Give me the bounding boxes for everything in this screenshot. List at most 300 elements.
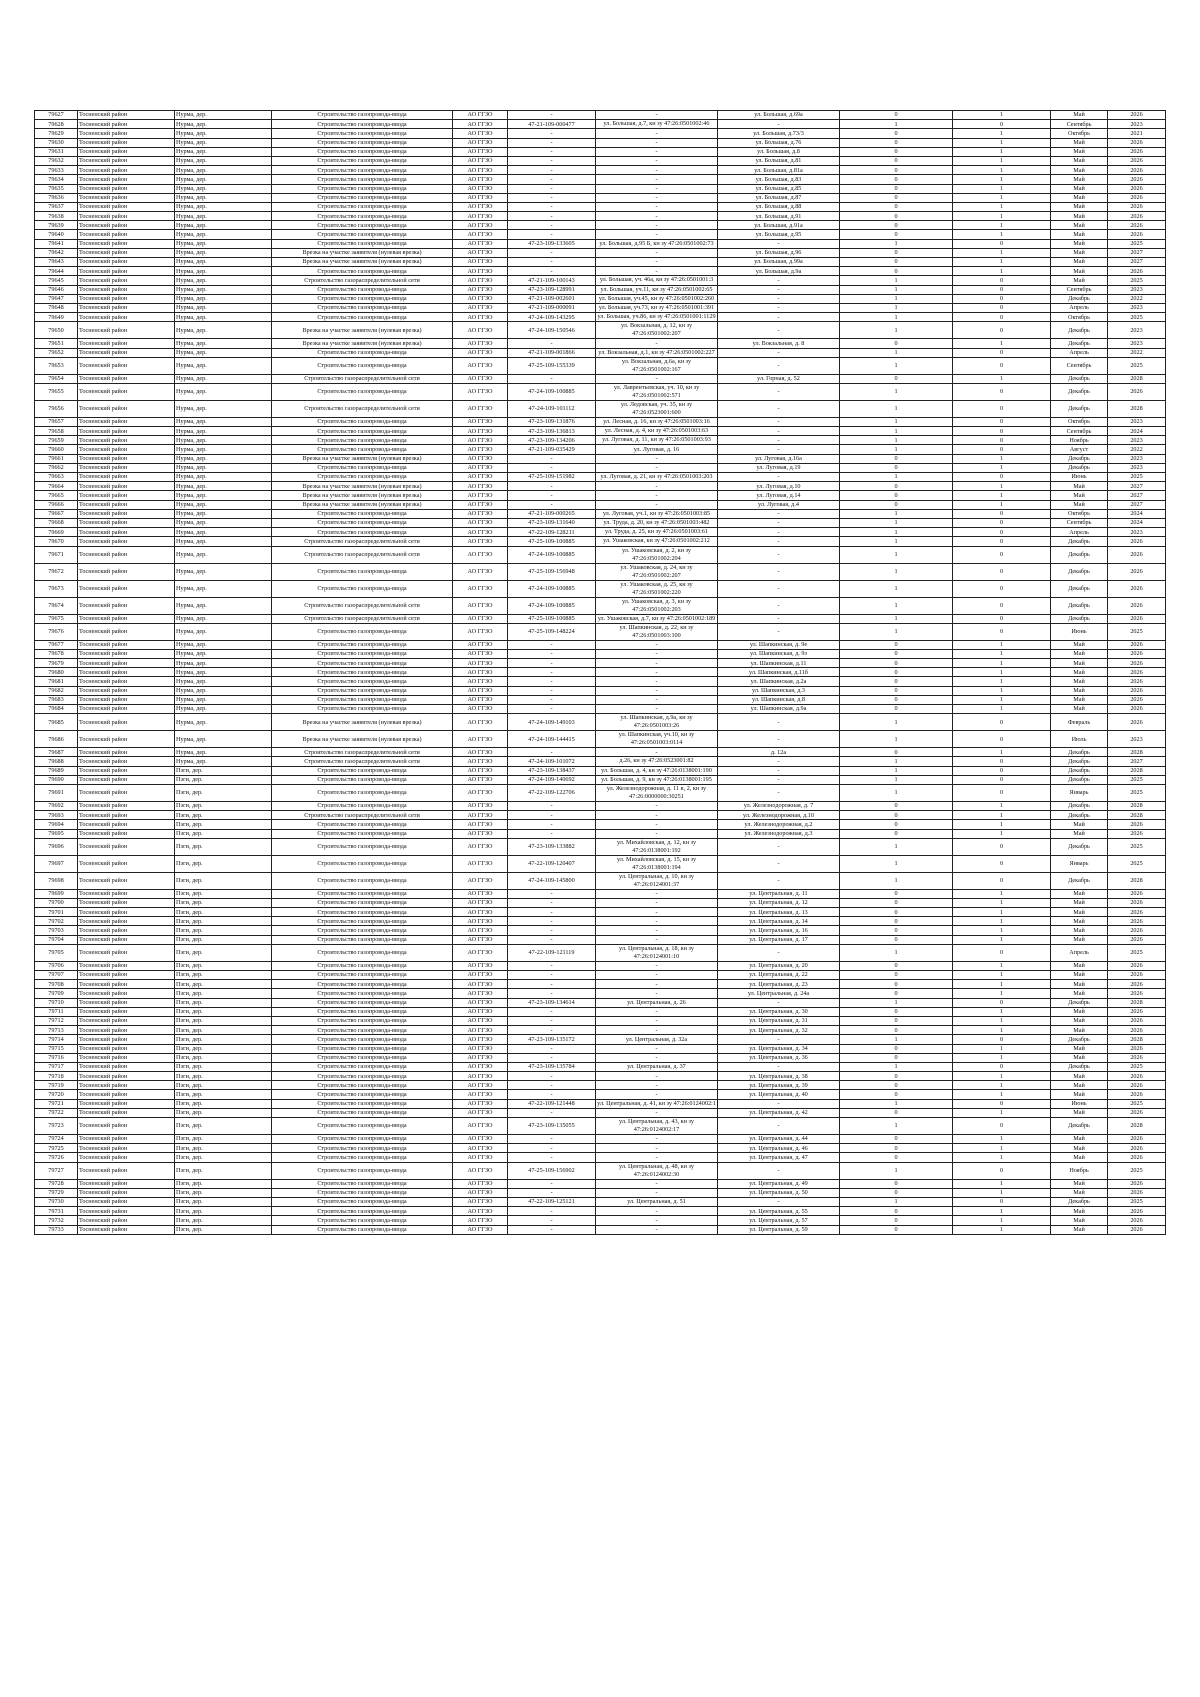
work-type-cell: Строительство газопровода-ввода (272, 838, 453, 855)
object-address-cell: ул. Луговая, д.16а (718, 454, 840, 463)
objects-count-cell: 1 (953, 147, 1051, 156)
applications-count-cell: 0 (840, 829, 953, 838)
applicant-address-cell: - (596, 230, 718, 239)
year-cell: 2026 (1108, 111, 1166, 120)
contractor-cell: АО ГГЗО (453, 427, 508, 436)
table-row (35, 427, 1166, 436)
table-row (35, 1108, 1166, 1117)
object-address-cell: ул. Центральная, д. 46 (718, 1144, 840, 1153)
year-cell: 2026 (1108, 926, 1166, 935)
settlement-cell: Нурма, дер. (175, 285, 272, 294)
contractor-cell: АО ГГЗО (453, 120, 508, 129)
work-type-cell: Строительство газопровода-ввода (272, 820, 453, 829)
applicant-address-cell: - (596, 659, 718, 668)
table-row (35, 267, 1166, 276)
district-cell: Тосненский район (78, 518, 175, 527)
year-cell: 2028 (1108, 872, 1166, 889)
applications-count-cell: 0 (840, 659, 953, 668)
contractor-cell: АО ГГЗО (453, 417, 508, 426)
object-address-cell: ул. Шапкинская, д.9а (718, 705, 840, 714)
applications-count-cell: 0 (840, 935, 953, 944)
month-cell: Май (1051, 1135, 1108, 1144)
table-row (35, 731, 1166, 748)
work-type-cell: Строительство газопровода-ввода (272, 872, 453, 889)
year-cell: 2025 (1108, 838, 1166, 855)
applicant-address-cell: - (596, 339, 718, 348)
month-cell: Декабрь (1051, 1118, 1108, 1135)
objects-count-cell: 0 (953, 285, 1051, 294)
contractor-cell: АО ГГЗО (453, 649, 508, 658)
settlement-cell: Пэги, дер. (175, 829, 272, 838)
month-cell: Май (1051, 829, 1108, 838)
row-number-cell: 79714 (35, 1035, 78, 1044)
table-row (35, 898, 1166, 907)
contract-number-cell: 47-21-109-001866 (508, 348, 596, 357)
row-number-cell: 79655 (35, 383, 78, 400)
objects-count-cell: 0 (953, 417, 1051, 426)
row-number-cell: 79633 (35, 166, 78, 175)
table-row (35, 668, 1166, 677)
row-number-cell: 79627 (35, 111, 78, 120)
district-cell: Тосненский район (78, 491, 175, 500)
district-cell: Тосненский район (78, 944, 175, 961)
table-row (35, 374, 1166, 383)
contract-number-cell: 47-25-109-100885 (508, 537, 596, 546)
year-cell: 2026 (1108, 1188, 1166, 1197)
district-cell: Тосненский район (78, 775, 175, 784)
settlement-cell: Пэги, дер. (175, 766, 272, 775)
contractor-cell: АО ГГЗО (453, 971, 508, 980)
contract-number-cell: 47-21-109-000265 (508, 509, 596, 518)
contractor-cell: АО ГГЗО (453, 436, 508, 445)
work-type-cell: Строительство газопровода-ввода (272, 445, 453, 454)
table-row (35, 714, 1166, 731)
objects-count-cell: 0 (953, 528, 1051, 537)
row-number-cell: 79696 (35, 838, 78, 855)
gasification-table (34, 110, 1166, 1235)
settlement-cell: Пэги, дер. (175, 1026, 272, 1035)
contract-number-cell: - (508, 500, 596, 509)
settlement-cell: Нурма, дер. (175, 147, 272, 156)
applications-count-cell: 1 (840, 623, 953, 640)
work-type-cell: Строительство газопровода-ввода (272, 1135, 453, 1144)
row-number-cell: 79641 (35, 239, 78, 248)
work-type-cell: Строительство газопровода-ввода (272, 267, 453, 276)
object-address-cell: ул. Большая, д.69а (718, 111, 840, 120)
contractor-cell: АО ГГЗО (453, 156, 508, 165)
month-cell: Май (1051, 1225, 1108, 1234)
row-number-cell: 79713 (35, 1026, 78, 1035)
applicant-address-cell: - (596, 705, 718, 714)
work-type-cell: Строительство газопровода-ввода (272, 1118, 453, 1135)
contractor-cell: АО ГГЗО (453, 374, 508, 383)
year-cell: 2021 (1108, 129, 1166, 138)
district-cell: Тосненский район (78, 838, 175, 855)
settlement-cell: Пэги, дер. (175, 980, 272, 989)
year-cell: 2023 (1108, 731, 1166, 748)
work-type-cell: Строительство газопровода-ввода (272, 348, 453, 357)
applicant-address-cell: ул. Центральная, д. 32а (596, 1035, 718, 1044)
applicant-address-cell: - (596, 820, 718, 829)
applications-count-cell: 0 (840, 820, 953, 829)
row-number-cell: 79681 (35, 677, 78, 686)
applications-count-cell: 1 (840, 757, 953, 766)
row-number-cell: 79663 (35, 473, 78, 482)
district-cell: Тосненский район (78, 926, 175, 935)
object-address-cell: - (718, 1035, 840, 1044)
district-cell: Тосненский район (78, 221, 175, 230)
applications-count-cell: 0 (840, 989, 953, 998)
month-cell: Декабрь (1051, 322, 1108, 339)
contract-number-cell: - (508, 659, 596, 668)
contract-number-cell: - (508, 339, 596, 348)
contract-number-cell: - (508, 677, 596, 686)
contractor-cell: АО ГГЗО (453, 908, 508, 917)
contract-number-cell: 47-25-109-155339 (508, 357, 596, 374)
year-cell: 2025 (1108, 784, 1166, 801)
year-cell: 2026 (1108, 175, 1166, 184)
applicant-address-cell: - (596, 212, 718, 221)
year-cell: 2025 (1108, 357, 1166, 374)
district-cell: Тосненский район (78, 1007, 175, 1016)
month-cell: Октябрь (1051, 129, 1108, 138)
applications-count-cell: 0 (840, 147, 953, 156)
row-number-cell: 79645 (35, 276, 78, 285)
contract-number-cell: - (508, 221, 596, 230)
applications-count-cell: 1 (840, 855, 953, 872)
applicant-address-cell: ул. Большая, уч.45, кн зу 47:26:0501002:260 (596, 294, 718, 303)
work-type-cell: Строительство газораспределительной сети (272, 276, 453, 285)
work-type-cell: Строительство газопровода-ввода (272, 649, 453, 658)
work-type-cell: Строительство газопровода-ввода (272, 1044, 453, 1053)
row-number-cell: 79662 (35, 463, 78, 472)
object-address-cell: ул. Центральная, д. 34 (718, 1044, 840, 1053)
work-type-cell: Врезка на участке заявителя (нулевая врезка) (272, 454, 453, 463)
district-cell: Тосненский район (78, 1197, 175, 1206)
contractor-cell: АО ГГЗО (453, 705, 508, 714)
table-row (35, 175, 1166, 184)
settlement-cell: Нурма, дер. (175, 509, 272, 518)
settlement-cell: Пэги, дер. (175, 1197, 272, 1206)
contractor-cell: АО ГГЗО (453, 1144, 508, 1153)
applications-count-cell: 1 (840, 276, 953, 285)
applications-count-cell: 0 (840, 695, 953, 704)
contractor-cell: АО ГГЗО (453, 473, 508, 482)
applications-count-cell: 1 (840, 784, 953, 801)
contract-number-cell: - (508, 917, 596, 926)
month-cell: Май (1051, 1179, 1108, 1188)
district-cell: Тосненский район (78, 1062, 175, 1071)
district-cell: Тосненский район (78, 348, 175, 357)
work-type-cell: Строительство газопровода-ввода (272, 1216, 453, 1225)
objects-count-cell: 0 (953, 614, 1051, 623)
applications-count-cell: 1 (840, 944, 953, 961)
year-cell: 2023 (1108, 436, 1166, 445)
month-cell: Май (1051, 668, 1108, 677)
contract-number-cell: 47-23-109-131876 (508, 417, 596, 426)
row-number-cell: 79652 (35, 348, 78, 357)
district-cell: Тосненский район (78, 898, 175, 907)
contractor-cell: АО ГГЗО (453, 294, 508, 303)
year-cell: 2026 (1108, 989, 1166, 998)
month-cell: Ноябрь (1051, 1162, 1108, 1179)
contract-number-cell: - (508, 1179, 596, 1188)
month-cell: Ноябрь (1051, 436, 1108, 445)
work-type-cell: Строительство газопровода-ввода (272, 129, 453, 138)
settlement-cell: Нурма, дер. (175, 294, 272, 303)
applicant-address-cell: - (596, 1188, 718, 1197)
contract-number-cell: - (508, 463, 596, 472)
year-cell: 2027 (1108, 258, 1166, 267)
year-cell: 2023 (1108, 417, 1166, 426)
contractor-cell: АО ГГЗО (453, 129, 508, 138)
contractor-cell: АО ГГЗО (453, 1225, 508, 1234)
row-number-cell: 79699 (35, 889, 78, 898)
object-address-cell: - (718, 509, 840, 518)
objects-count-cell: 1 (953, 1135, 1051, 1144)
table-row (35, 1197, 1166, 1206)
district-cell: Тосненский район (78, 677, 175, 686)
applicant-address-cell: - (596, 989, 718, 998)
row-number-cell: 79654 (35, 374, 78, 383)
row-number-cell: 79724 (35, 1135, 78, 1144)
table-row (35, 1216, 1166, 1225)
applicant-address-cell: - (596, 1090, 718, 1099)
applications-count-cell: 0 (840, 908, 953, 917)
settlement-cell: Нурма, дер. (175, 686, 272, 695)
month-cell: Май (1051, 267, 1108, 276)
row-number-cell: 79707 (35, 971, 78, 980)
table-row (35, 757, 1166, 766)
object-address-cell: - (718, 1062, 840, 1071)
row-number-cell: 79718 (35, 1072, 78, 1081)
applicant-address-cell: - (596, 454, 718, 463)
contractor-cell: АО ГГЗО (453, 731, 508, 748)
applications-count-cell: 1 (840, 509, 953, 518)
object-address-cell: ул. Центральная, д. 42 (718, 1108, 840, 1117)
work-type-cell: Строительство газопровода-ввода (272, 1026, 453, 1035)
work-type-cell: Строительство газопровода-ввода (272, 427, 453, 436)
work-type-cell: Строительство газораспределительной сети (272, 546, 453, 563)
table-row (35, 1035, 1166, 1044)
applications-count-cell: 1 (840, 766, 953, 775)
contractor-cell: АО ГГЗО (453, 748, 508, 757)
month-cell: Декабрь (1051, 998, 1108, 1007)
work-type-cell: Строительство газопровода-ввода (272, 1188, 453, 1197)
work-type-cell: Строительство газопровода-ввода (272, 212, 453, 221)
contract-number-cell: - (508, 1072, 596, 1081)
work-type-cell: Строительство газопровода-ввода (272, 971, 453, 980)
contractor-cell: АО ГГЗО (453, 1016, 508, 1025)
contractor-cell: АО ГГЗО (453, 1179, 508, 1188)
table-row (35, 1207, 1166, 1216)
applicant-address-cell: - (596, 677, 718, 686)
district-cell: Тосненский район (78, 705, 175, 714)
contractor-cell: АО ГГЗО (453, 855, 508, 872)
table-row (35, 686, 1166, 695)
table-row (35, 1135, 1166, 1144)
district-cell: Тосненский район (78, 537, 175, 546)
month-cell: Август (1051, 445, 1108, 454)
settlement-cell: Пэги, дер. (175, 989, 272, 998)
settlement-cell: Нурма, дер. (175, 705, 272, 714)
applicant-address-cell: ул. Луговая, уч.1, кн зу 47:26:0501003:85 (596, 509, 718, 518)
applications-count-cell: 1 (840, 436, 953, 445)
document-page (34, 110, 1165, 1235)
applications-count-cell: 0 (840, 1188, 953, 1197)
contract-number-cell: - (508, 668, 596, 677)
settlement-cell: Нурма, дер. (175, 454, 272, 463)
work-type-cell: Строительство газопровода-ввода (272, 166, 453, 175)
row-number-cell: 79635 (35, 184, 78, 193)
table-row (35, 889, 1166, 898)
settlement-cell: Пэги, дер. (175, 935, 272, 944)
applications-count-cell: 1 (840, 400, 953, 417)
applications-count-cell: 1 (840, 239, 953, 248)
settlement-cell: Нурма, дер. (175, 258, 272, 267)
month-cell: Май (1051, 248, 1108, 257)
settlement-cell: Пэги, дер. (175, 944, 272, 961)
year-cell: 2026 (1108, 980, 1166, 989)
contractor-cell: АО ГГЗО (453, 1007, 508, 1016)
table-row (35, 285, 1166, 294)
applicant-address-cell: - (596, 147, 718, 156)
month-cell: Май (1051, 166, 1108, 175)
row-number-cell: 79643 (35, 258, 78, 267)
applications-count-cell: 1 (840, 1197, 953, 1206)
district-cell: Тосненский район (78, 258, 175, 267)
contractor-cell: АО ГГЗО (453, 1188, 508, 1197)
row-number-cell: 79726 (35, 1153, 78, 1162)
district-cell: Тосненский район (78, 686, 175, 695)
row-number-cell: 79711 (35, 1007, 78, 1016)
contractor-cell: АО ГГЗО (453, 1062, 508, 1071)
work-type-cell: Строительство газопровода-ввода (272, 1007, 453, 1016)
district-cell: Тосненский район (78, 998, 175, 1007)
applications-count-cell: 0 (840, 1081, 953, 1090)
objects-count-cell: 1 (953, 829, 1051, 838)
year-cell: 2026 (1108, 908, 1166, 917)
applications-count-cell: 0 (840, 212, 953, 221)
year-cell: 2022 (1108, 348, 1166, 357)
applicant-address-cell: - (596, 463, 718, 472)
work-type-cell: Строительство газопровода-ввода (272, 202, 453, 211)
district-cell: Тосненский район (78, 138, 175, 147)
applicant-address-cell: ул. Лесная, д. 16, кн зу 47:26:0501003:16 (596, 417, 718, 426)
contract-number-cell: - (508, 1188, 596, 1197)
applications-count-cell: 0 (840, 202, 953, 211)
month-cell: Май (1051, 980, 1108, 989)
applications-count-cell: 0 (840, 129, 953, 138)
objects-count-cell: 1 (953, 668, 1051, 677)
row-number-cell: 79686 (35, 731, 78, 748)
month-cell: Апрель (1051, 348, 1108, 357)
row-number-cell: 79700 (35, 898, 78, 907)
applications-count-cell: 0 (840, 1044, 953, 1053)
objects-count-cell: 0 (953, 383, 1051, 400)
settlement-cell: Пэги, дер. (175, 1135, 272, 1144)
district-cell: Тосненский район (78, 202, 175, 211)
table-row (35, 748, 1166, 757)
district-cell: Тосненский район (78, 285, 175, 294)
object-address-cell: ул. Большая, д.95 (718, 230, 840, 239)
contract-number-cell: - (508, 898, 596, 907)
applicant-address-cell: - (596, 221, 718, 230)
table-row (35, 546, 1166, 563)
objects-count-cell: 0 (953, 731, 1051, 748)
objects-count-cell: 1 (953, 980, 1051, 989)
district-cell: Тосненский район (78, 695, 175, 704)
objects-count-cell: 1 (953, 138, 1051, 147)
objects-count-cell: 1 (953, 1188, 1051, 1197)
applicant-address-cell: - (596, 1026, 718, 1035)
row-number-cell: 79698 (35, 872, 78, 889)
district-cell: Тосненский район (78, 482, 175, 491)
applicant-address-cell: - (596, 668, 718, 677)
district-cell: Тосненский район (78, 563, 175, 580)
district-cell: Тосненский район (78, 649, 175, 658)
month-cell: Май (1051, 640, 1108, 649)
applicant-address-cell: - (596, 1207, 718, 1216)
year-cell: 2026 (1108, 820, 1166, 829)
district-cell: Тосненский район (78, 454, 175, 463)
month-cell: Май (1051, 147, 1108, 156)
objects-count-cell: 0 (953, 1162, 1051, 1179)
contract-number-cell: - (508, 374, 596, 383)
applications-count-cell: 1 (840, 838, 953, 855)
object-address-cell: ул. Центральная, д. 32 (718, 1026, 840, 1035)
table-row (35, 1162, 1166, 1179)
district-cell: Тосненский район (78, 120, 175, 129)
row-number-cell: 79668 (35, 518, 78, 527)
objects-count-cell: 0 (953, 276, 1051, 285)
work-type-cell: Строительство газораспределительной сети (272, 748, 453, 757)
applications-count-cell: 1 (840, 546, 953, 563)
contractor-cell: АО ГГЗО (453, 276, 508, 285)
work-type-cell: Строительство газопровода-ввода (272, 775, 453, 784)
year-cell: 2028 (1108, 1118, 1166, 1135)
applications-count-cell: 0 (840, 677, 953, 686)
applications-count-cell: 1 (840, 1162, 953, 1179)
object-address-cell: - (718, 120, 840, 129)
year-cell: 2028 (1108, 400, 1166, 417)
object-address-cell: д. 12а (718, 748, 840, 757)
table-row (35, 500, 1166, 509)
settlement-cell: Нурма, дер. (175, 537, 272, 546)
district-cell: Тосненский район (78, 659, 175, 668)
month-cell: Май (1051, 820, 1108, 829)
contractor-cell: АО ГГЗО (453, 1044, 508, 1053)
table-row (35, 400, 1166, 417)
objects-count-cell: 1 (953, 111, 1051, 120)
contract-number-cell: - (508, 1007, 596, 1016)
objects-count-cell: 1 (953, 230, 1051, 239)
contractor-cell: АО ГГЗО (453, 166, 508, 175)
district-cell: Тосненский район (78, 1179, 175, 1188)
contractor-cell: АО ГГЗО (453, 482, 508, 491)
district-cell: Тосненский район (78, 614, 175, 623)
contract-number-cell: - (508, 175, 596, 184)
applications-count-cell: 0 (840, 339, 953, 348)
contract-number-cell: 47-22-109-121448 (508, 1099, 596, 1108)
contract-number-cell: 47-24-109-100885 (508, 383, 596, 400)
objects-count-cell: 1 (953, 202, 1051, 211)
row-number-cell: 79672 (35, 563, 78, 580)
applicant-address-cell: - (596, 1081, 718, 1090)
objects-count-cell: 1 (953, 649, 1051, 658)
district-cell: Тосненский район (78, 668, 175, 677)
objects-count-cell: 1 (953, 811, 1051, 820)
